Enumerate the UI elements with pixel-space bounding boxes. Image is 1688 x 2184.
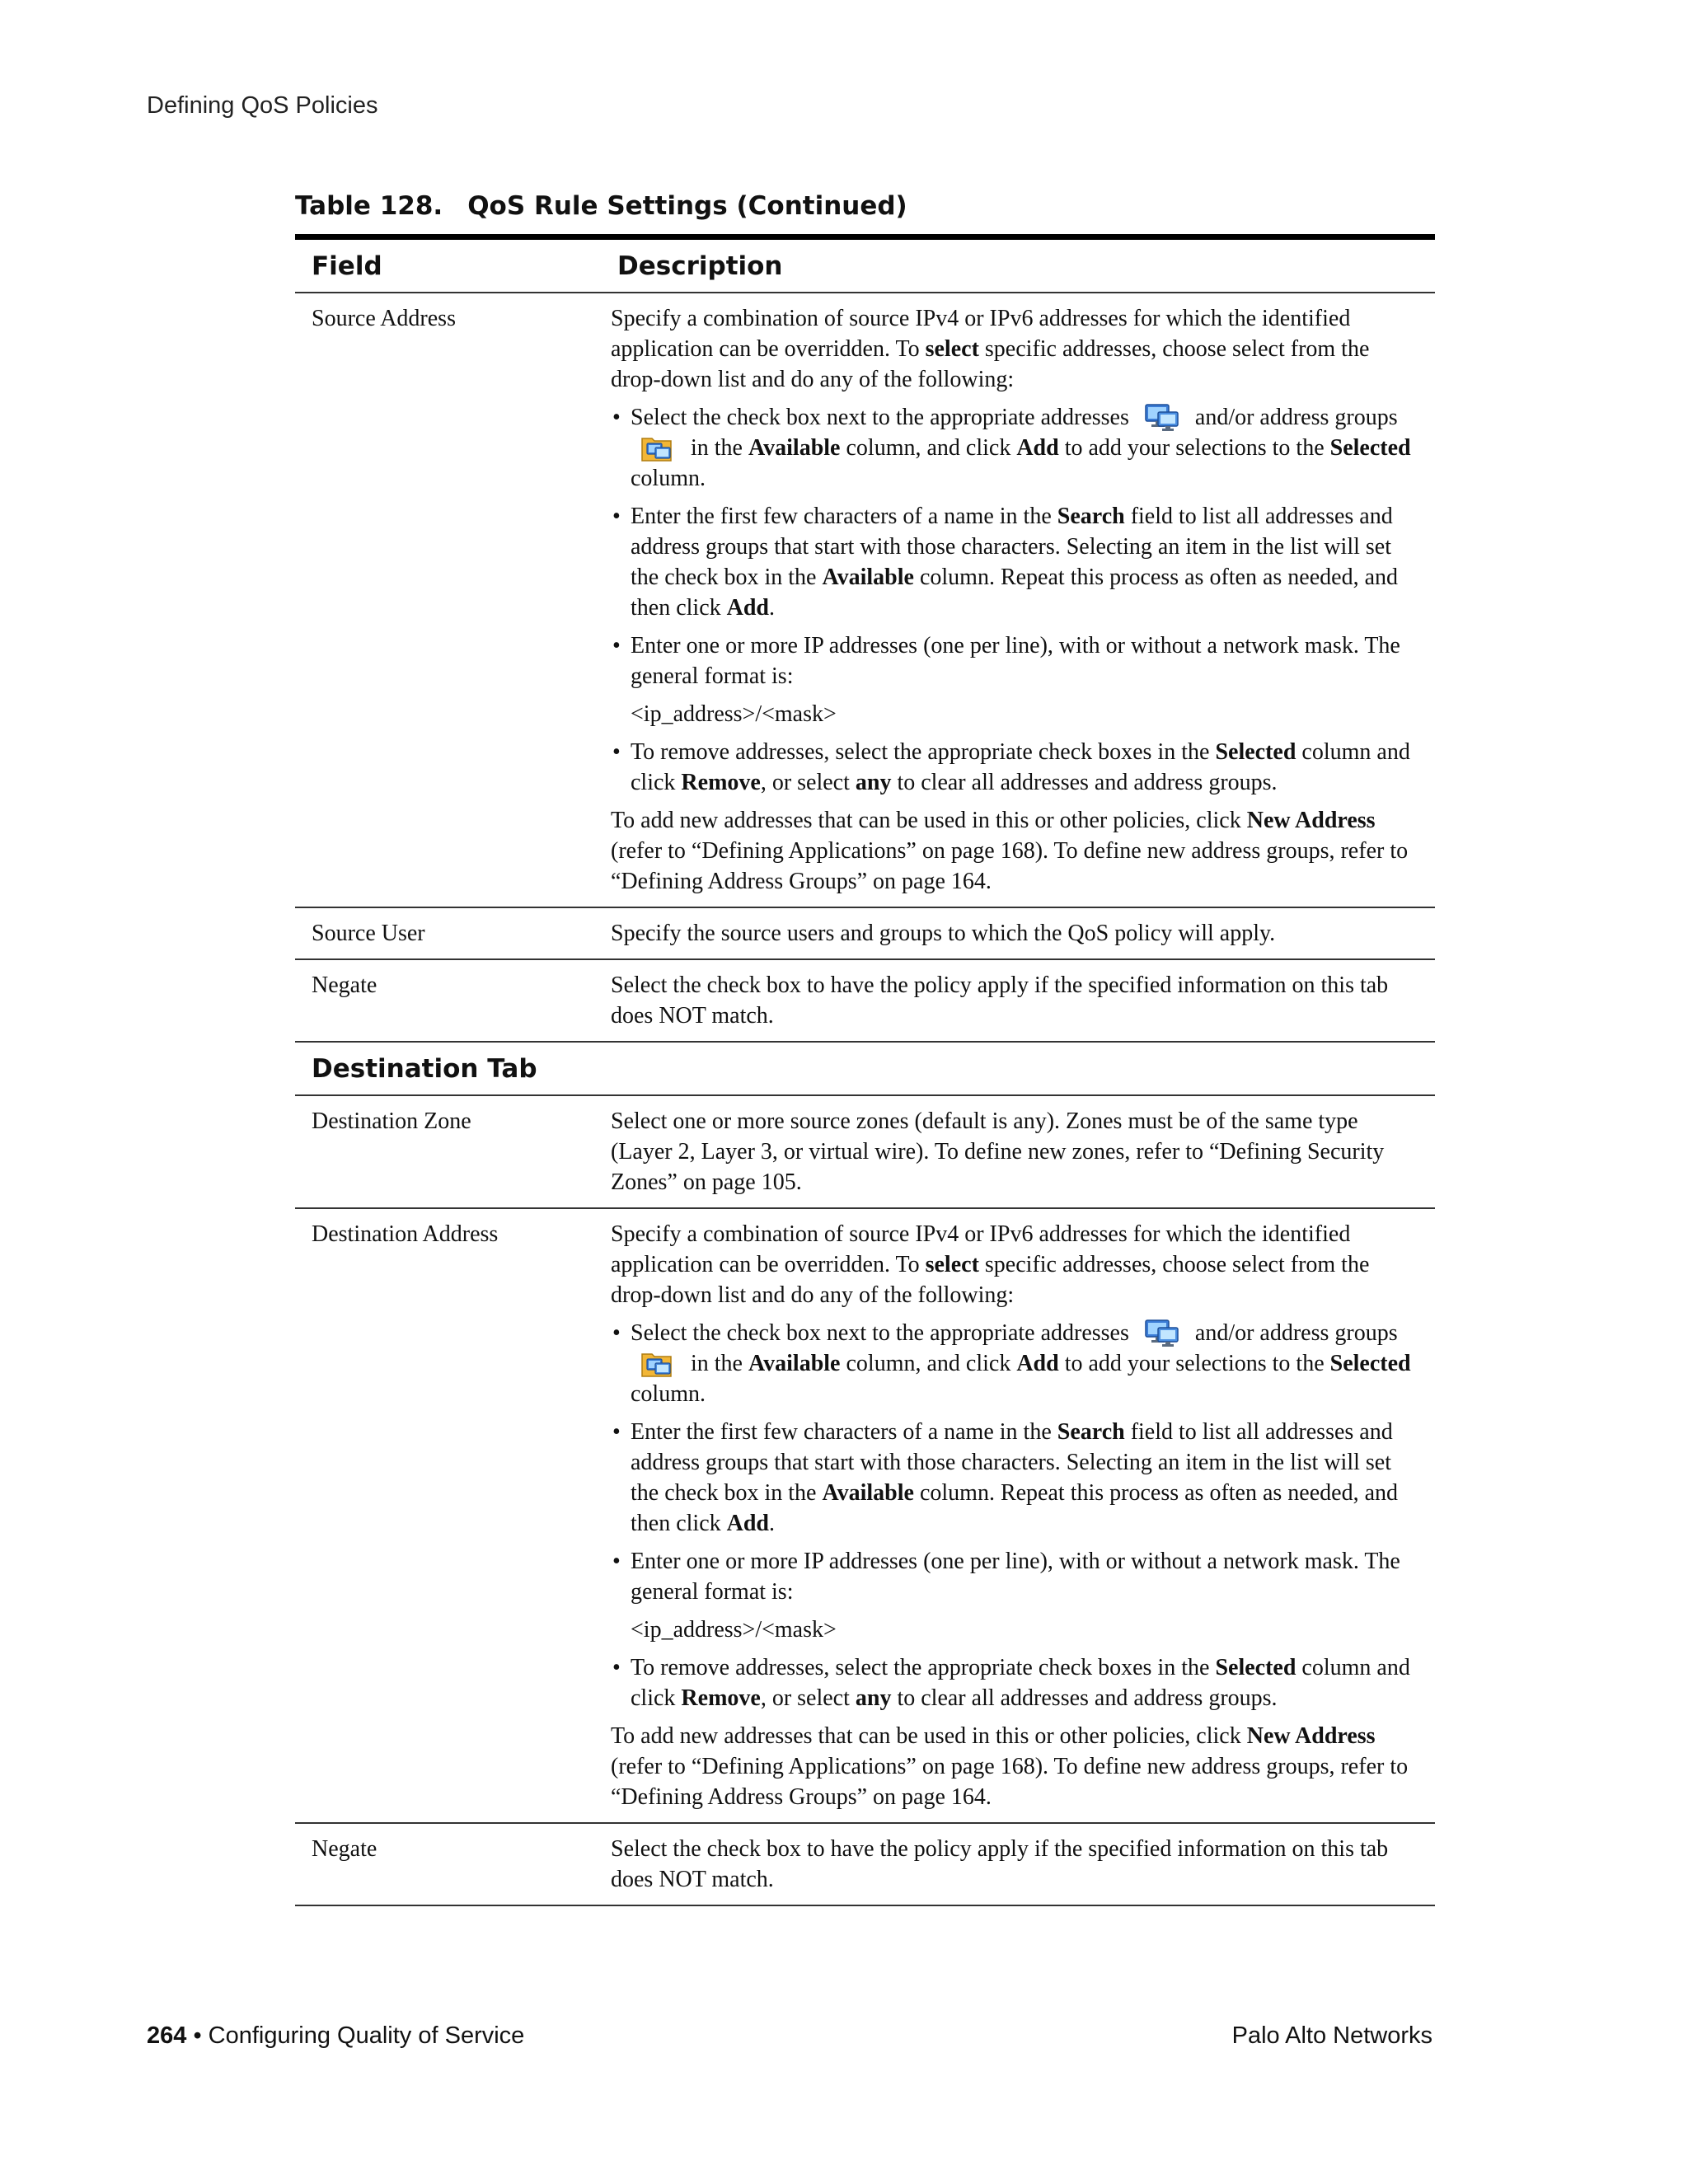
- field-cell: Source Address: [312, 306, 456, 331]
- da-outro: To add new addresses that can be used in this or other policies, click New Address (refer to “Defining Applications” on page 168). To define new address groups, refer to “Defining Address Groups” on page 164.: [611, 1723, 1409, 1810]
- col-header-description: Description: [617, 251, 783, 281]
- footer-company: Palo Alto Networks: [1231, 2022, 1432, 2049]
- sa-bullet-select: • Select the check box next to the appropriate addresses and/or address groups in the Available column, and click Add to add your selections to the Selected column.: [611, 402, 1415, 494]
- da-intro: Specify a combination of source IPv4 or IPv6 addresses for which the identified application can be overridden. To select specific addresses, choose select from the drop-down list and do any of the following:: [611, 1221, 1370, 1308]
- description-cell: Specify the source users and groups to which the QoS policy will apply.: [611, 921, 1276, 946]
- section-heading: Destination Tab: [312, 1054, 537, 1084]
- section-row-destination-tab: [295, 1043, 1435, 1096]
- table-row-negate: [295, 1824, 1435, 1906]
- field-cell: Negate: [312, 972, 377, 998]
- address-group-icon: [639, 433, 677, 462]
- description-cell: Select the check box to have the policy apply if the specified information on this tab does NOT match.: [611, 1836, 1389, 1892]
- table-header-row: [295, 240, 1435, 293]
- table-top-rule: [295, 234, 1435, 240]
- description-cell: [601, 293, 1435, 907]
- table-row-source-address: [295, 293, 1435, 908]
- field-cell: Destination Zone: [312, 1108, 471, 1134]
- footer-bullet: •: [193, 2022, 202, 2049]
- field-cell: Negate: [312, 1836, 377, 1862]
- sa-bullet-enter: • Enter one or more IP addresses (one per line), with or without a network mask. The general format is:: [611, 630, 1415, 691]
- table-row-destination-address: [295, 1209, 1435, 1824]
- da-bullet-remove: • To remove addresses, select the appropriate check boxes in the Selected column and click Remove, or select any to clear all addresses and address groups.: [611, 1652, 1415, 1713]
- sa-outro: To add new addresses that can be used in this or other policies, click New Address (refer to “Defining Applications” on page 168). To define new address groups, refer to “Defining Address Groups” on page 164.: [611, 808, 1409, 894]
- page-number: 264: [147, 2022, 187, 2049]
- da-bullet-enter: • Enter one or more IP addresses (one per line), with or without a network mask. The general format is:: [611, 1546, 1415, 1607]
- field-cell: Source User: [312, 921, 425, 946]
- table-title: QoS Rule Settings (Continued): [467, 191, 907, 221]
- da-bullet-search: • Enter the first few characters of a name in the Search field to list all addresses and address groups that start with those characters. Selecting an item in the list will set the check box in the Available column. Repeat this process as often as needed, and then click Add.: [611, 1417, 1415, 1539]
- field-cell: Destination Address: [312, 1221, 499, 1247]
- address-icon: [1143, 402, 1181, 432]
- da-format: <ip_address>/<mask>: [631, 1617, 837, 1643]
- table-row-source-user: [295, 908, 1435, 960]
- table-caption: [295, 191, 907, 221]
- table-row-destination-zone: [295, 1096, 1435, 1209]
- running-header: Defining QoS Policies: [147, 92, 378, 119]
- sa-intro: Specify a combination of source IPv4 or IPv6 addresses for which the identified application can be overridden. To select specific addresses, choose select from the drop-down list and do any of the following:: [611, 306, 1370, 392]
- description-cell: Select one or more source zones (default is any). Zones must be of the same type (Layer 2, Layer 3, or virtual wire). To define new zones, refer to “Defining Security Zones” on page 105.: [611, 1108, 1385, 1195]
- sa-bullet-search: • Enter the first few characters of a name in the Search field to list all addresses and address groups that start with those characters. Selecting an item in the list will set the check box in the Available column. Repeat this process as often as needed, and then click Add.: [611, 501, 1415, 623]
- table-label: Table 128.: [295, 191, 443, 221]
- table-row-negate: [295, 960, 1435, 1043]
- sa-format: <ip_address>/<mask>: [631, 701, 837, 727]
- col-header-field: Field: [312, 251, 382, 281]
- description-cell: Select the check box to have the policy apply if the specified information on this tab does NOT match.: [611, 972, 1389, 1029]
- chapter-title: Configuring Quality of Service: [208, 2022, 525, 2049]
- sa-bullet-remove: • To remove addresses, select the appropriate check boxes in the Selected column and click Remove, or select any to clear all addresses and address groups.: [611, 737, 1415, 798]
- qos-rule-settings-table: [295, 234, 1435, 1906]
- description-cell: [601, 1209, 1435, 1822]
- footer-left: [147, 2022, 524, 2050]
- address-group-icon: [639, 1348, 677, 1378]
- da-bullet-select: • Select the check box next to the appropriate addresses and/or address groups in the Available column, and click Add to add your selections to the Selected column.: [611, 1318, 1415, 1409]
- address-icon: [1143, 1318, 1181, 1347]
